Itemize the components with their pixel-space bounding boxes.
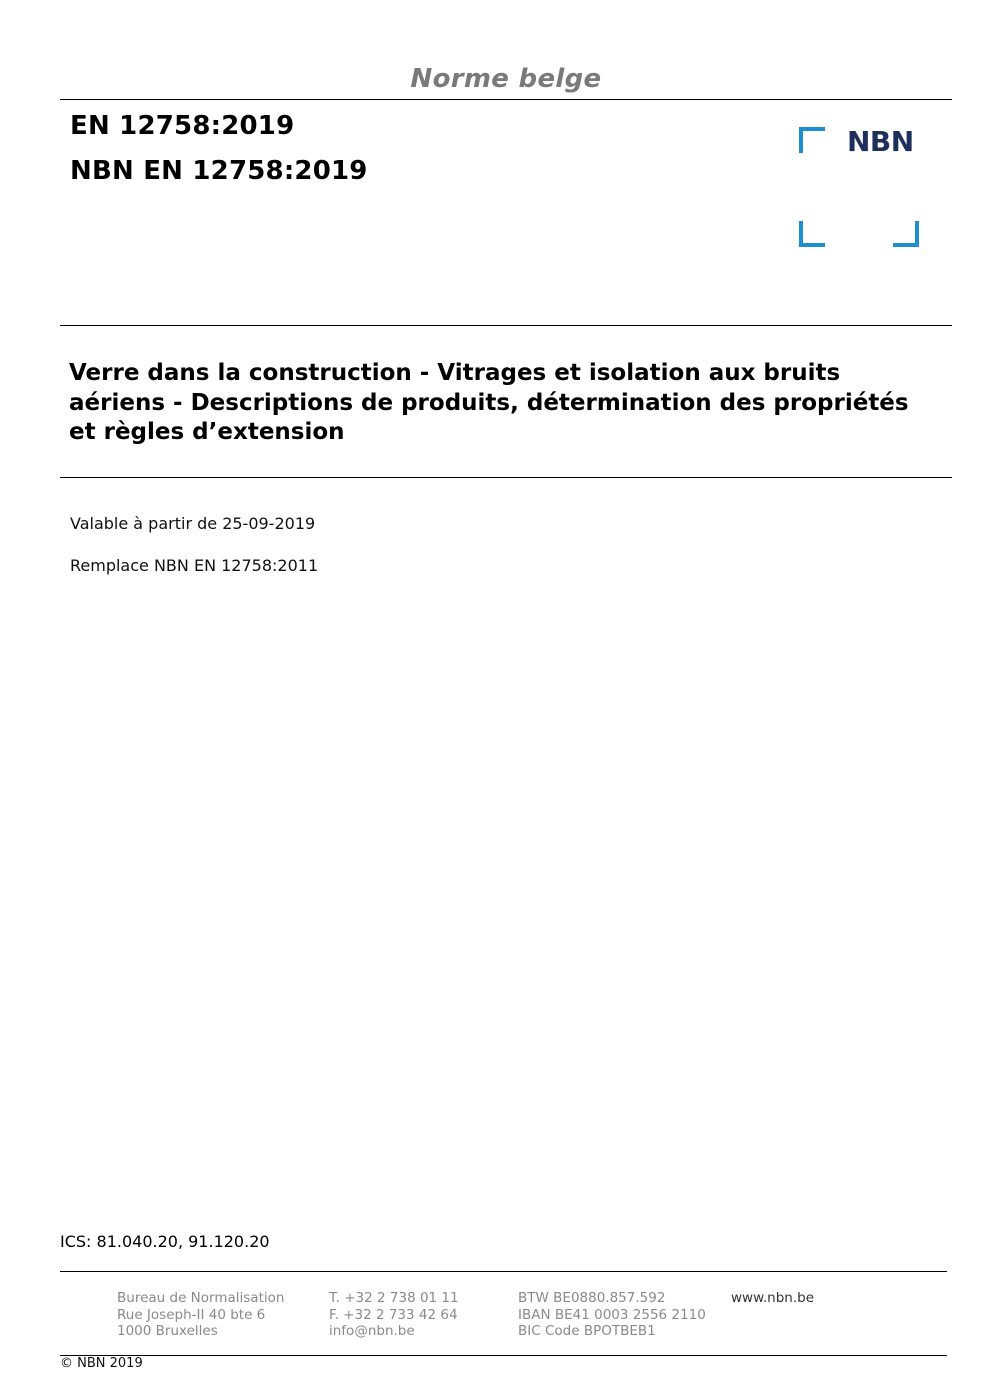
- replaces: Remplace NBN EN 12758:2011: [70, 556, 319, 575]
- footer-contact: [329, 1290, 459, 1340]
- document-type-label: Norme belge: [410, 64, 602, 94]
- logo-text: NBN: [847, 125, 914, 158]
- address-line: Rue Joseph-II 40 bte 6: [117, 1306, 266, 1323]
- address-line: 1000 Bruxelles: [117, 1323, 218, 1339]
- standard-number-en: EN 12758:2019: [70, 111, 295, 141]
- top-divider: [60, 99, 952, 100]
- title-top-divider: [60, 325, 952, 326]
- address-line: Bureau de Normalisation: [117, 1290, 285, 1306]
- iban: IBAN BE41 0003 2556 2110: [518, 1306, 706, 1323]
- copyright: © NBN 2019: [60, 1356, 143, 1371]
- logo-corner-top-left-icon: [799, 127, 825, 153]
- footer-website: [731, 1290, 814, 1307]
- bic: BIC Code BPOTBEB1: [518, 1323, 656, 1339]
- email-link[interactable]: info@nbn.be: [329, 1323, 415, 1339]
- valid-from: Valable à partir de 25-09-2019: [70, 514, 316, 533]
- nbn-logo: [797, 125, 921, 249]
- vat-number: BTW BE0880.857.592: [518, 1290, 666, 1306]
- copyright-divider: [60, 1355, 947, 1356]
- fax: F. +32 2 733 42 64: [329, 1306, 458, 1323]
- title-bottom-divider: [60, 477, 952, 478]
- standard-number-nbn: NBN EN 12758:2019: [70, 156, 368, 186]
- phone: T. +32 2 738 01 11: [329, 1290, 459, 1306]
- logo-corner-bottom-left-icon: [799, 221, 825, 247]
- footer-address: [117, 1290, 284, 1340]
- ics-codes: ICS: 81.040.20, 91.120.20: [60, 1232, 270, 1251]
- logo-corner-bottom-right-icon: [893, 221, 919, 247]
- footer-divider: [60, 1271, 947, 1272]
- document-title: Verre dans la construction - Vitrages et isolation aux bruits aériens - Descriptions de produits, détermination des propriétés et règles d’extension: [69, 360, 909, 445]
- footer-bank: [518, 1290, 706, 1340]
- website-link[interactable]: www.nbn.be: [731, 1290, 815, 1306]
